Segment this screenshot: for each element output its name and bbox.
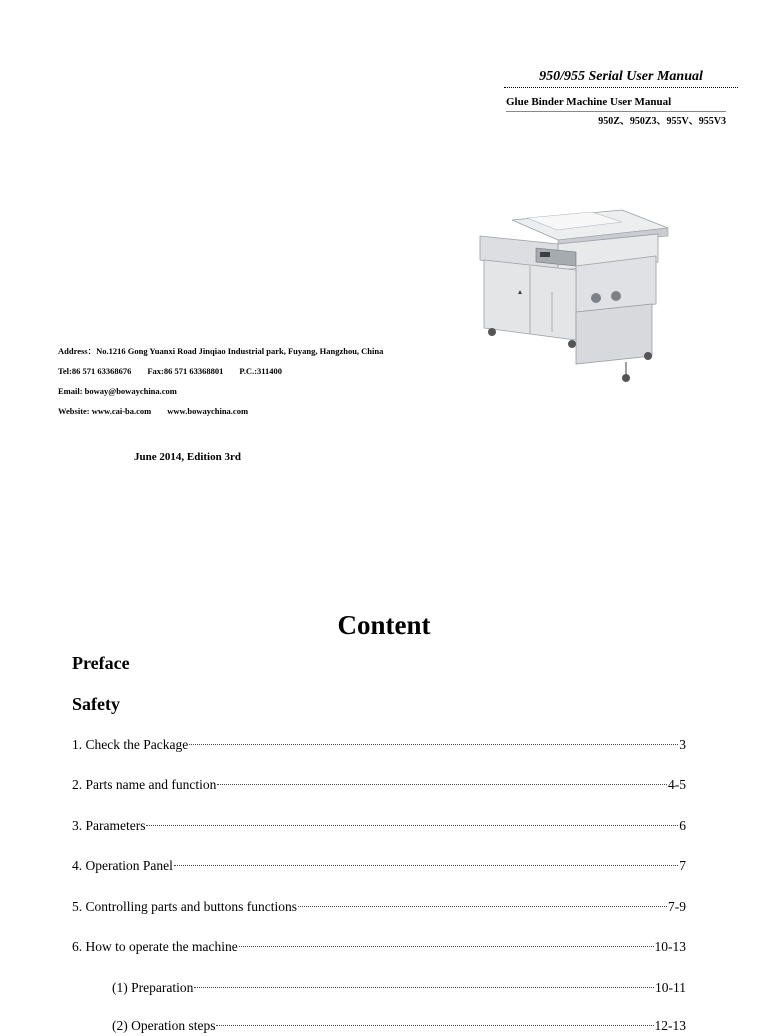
toc-entry-label: 1. Check the Package bbox=[72, 737, 189, 752]
postcode-text: P.C.:311400 bbox=[239, 366, 283, 376]
toc-entry-page: 12-13 bbox=[654, 1018, 686, 1033]
toc-leader-dots bbox=[239, 946, 654, 947]
toc-entry-label: 6. How to operate the machine bbox=[72, 939, 238, 954]
toc-entry bbox=[72, 775, 686, 795]
toc-entry-page: 3 bbox=[679, 737, 686, 752]
toc-entry-label: 3. Parameters bbox=[72, 818, 146, 833]
manual-subtitle: Glue Binder Machine User Manual bbox=[506, 95, 726, 112]
toc-entry-page: 10-11 bbox=[655, 980, 686, 995]
toc-entry bbox=[72, 897, 686, 917]
toc-entry bbox=[72, 735, 686, 755]
tel-text: Tel:86 571 63368676 bbox=[58, 366, 132, 376]
toc-entry-page: 7-9 bbox=[668, 899, 686, 914]
toc-leader-dots bbox=[298, 906, 667, 907]
toc-safety: Safety bbox=[72, 694, 120, 714]
toc-subentry bbox=[112, 1016, 686, 1036]
toc-entry-page: 6 bbox=[679, 818, 686, 833]
email-line: Email: boway@bowaychina.com bbox=[58, 386, 177, 396]
phone-line bbox=[58, 361, 438, 381]
content-heading: Content bbox=[337, 610, 431, 640]
toc-entry-page: 7 bbox=[679, 858, 686, 873]
toc-leader-dots bbox=[174, 865, 678, 866]
toc-entry bbox=[72, 856, 686, 876]
toc-entry-page: 10-13 bbox=[654, 939, 686, 954]
toc-entry-label: 5. Controlling parts and buttons functions bbox=[72, 899, 297, 914]
toc-leader-dots bbox=[189, 744, 678, 745]
toc-leader-dots bbox=[146, 825, 678, 826]
model-list: 950Z、950Z3、955V、955V3 bbox=[598, 116, 726, 127]
toc-preface: Preface bbox=[72, 653, 130, 673]
fax-text: Fax:86 571 63368801 bbox=[147, 366, 224, 376]
toc-leader-dots bbox=[194, 987, 654, 988]
glue-binder-machine-image bbox=[472, 200, 672, 390]
edition-date: June 2014, Edition 3rd bbox=[134, 451, 241, 463]
toc-entry-page: 4-5 bbox=[668, 777, 686, 792]
toc-leader-dots bbox=[217, 784, 667, 785]
website-secondary: www.bowaychina.com bbox=[167, 406, 249, 416]
toc-entry-label: (1) Preparation bbox=[112, 980, 194, 995]
toc-entry-label: 2. Parts name and function bbox=[72, 777, 217, 792]
toc-subentry bbox=[112, 978, 686, 998]
manual-title: 950/955 Serial User Manual bbox=[504, 68, 738, 88]
website-line bbox=[58, 401, 438, 421]
toc-leader-dots bbox=[216, 1025, 653, 1026]
toc-entry-label: 4. Operation Panel bbox=[72, 858, 173, 873]
address-line: Address：No.1216 Gong Yuanxi Road Jinqiao Industrial park, Fuyang, Hangzhou, China bbox=[58, 346, 384, 356]
contact-block bbox=[58, 341, 438, 421]
toc-entry bbox=[72, 816, 686, 836]
toc-entry-label: (2) Operation steps bbox=[112, 1018, 216, 1033]
toc-entry bbox=[72, 937, 686, 957]
website-primary: Website: www.cai-ba.com bbox=[58, 406, 152, 416]
